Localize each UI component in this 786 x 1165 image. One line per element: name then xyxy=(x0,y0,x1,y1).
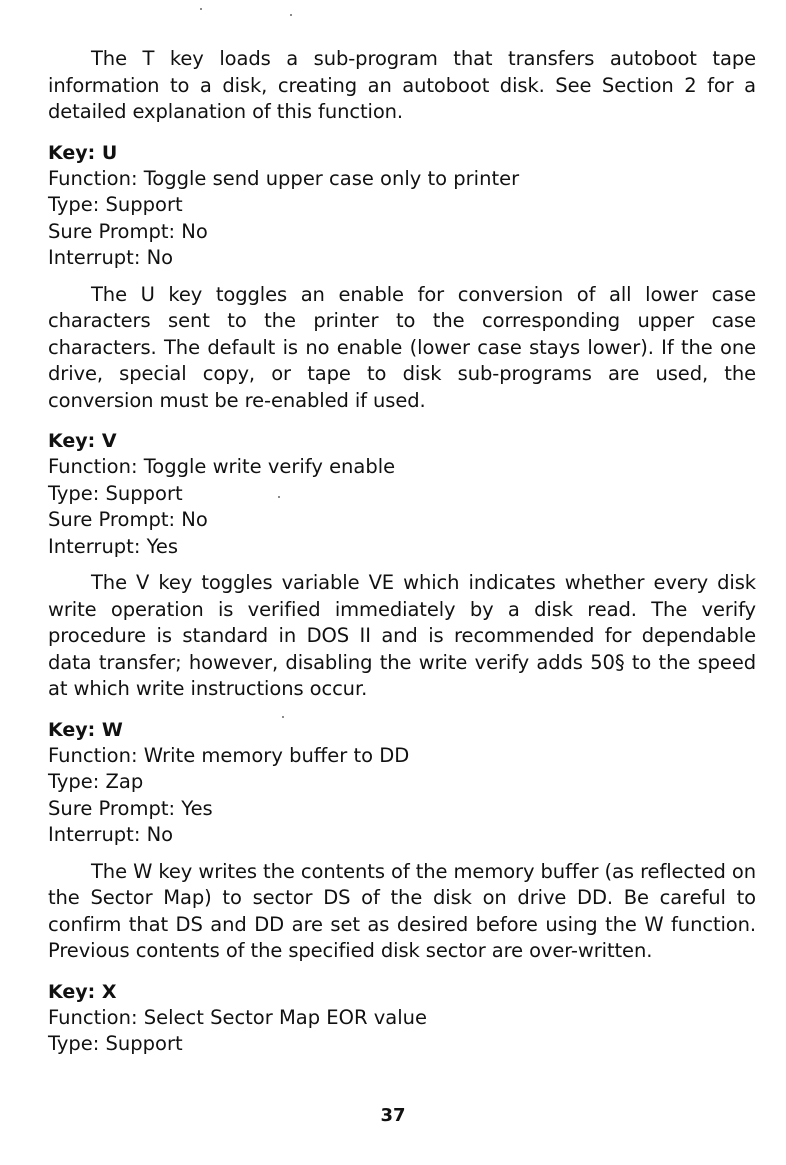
scan-speck xyxy=(278,496,280,498)
key-x-function: Function: Select Sector Map EOR value xyxy=(48,1005,427,1029)
key-heading-x: Key: X xyxy=(48,980,117,1003)
key-x-type: Type: Support xyxy=(48,1032,183,1055)
scan-speck xyxy=(290,14,292,16)
scan-speck xyxy=(200,8,202,10)
key-w-function: Function: Write memory buffer to DD xyxy=(48,743,410,767)
key-u-interrupt: Interrupt: No xyxy=(48,246,174,269)
key-v-type: Type: Support xyxy=(48,481,183,505)
key-entry-u xyxy=(48,140,756,415)
intro-paragraph: The T key loads a sub-program that transfers autoboot tape information to a disk, creating an autoboot disk. See Section 2 for a detailed explanation of this function. xyxy=(48,47,756,123)
key-v-interrupt: Interrupt: Yes xyxy=(48,534,179,558)
key-v-sure-prompt: Sure Prompt: No xyxy=(48,508,208,531)
key-u-type: Type: Support xyxy=(48,193,183,216)
key-w-sure-prompt: Sure Prompt: Yes xyxy=(48,796,213,820)
key-u-sure-prompt: Sure Prompt: No xyxy=(48,219,208,243)
page-body xyxy=(48,46,756,1058)
key-entry-v xyxy=(48,428,756,703)
key-entry-w xyxy=(48,717,756,965)
key-w-description: The W key writes the contents of the memory buffer (as reflected on the Sector Map) to sector DS of the disk on drive DD. Be careful to confirm that DS and DD are set as desired before using the W function. Previous contents of the specified disk sector are over-written. xyxy=(48,859,756,962)
key-heading-u: Key: U xyxy=(48,141,118,164)
key-w-type: Type: Zap xyxy=(48,770,144,793)
scan-speck xyxy=(282,716,284,718)
key-u-function: Function: Toggle send upper case only to printer xyxy=(48,166,520,190)
key-heading-w: Key: W xyxy=(48,718,123,741)
key-v-function: Function: Toggle write verify enable xyxy=(48,455,396,478)
key-heading-v: Key: V xyxy=(48,430,117,452)
key-entry-x xyxy=(48,979,756,1058)
key-u-description: The U key toggles an enable for conversion of all lower case characters sent to the printer to the corresponding upper case characters. The default is no enable (lower case stays lower). If the one drive, special copy, or tape to disk sub-programs are used, the conversion must be re-enabled if used. xyxy=(48,282,756,412)
key-v-description: The V key toggles variable VE which indicates whether every disk write operation is verified immediately by a disk read. The verify procedure is standard in DOS II and is recommended for dependable data transfer; however, disabling the write verify adds 50§ to the speed at which write instructions occur. xyxy=(48,571,756,700)
key-w-interrupt: Interrupt: No xyxy=(48,823,174,846)
page-number: 37 xyxy=(380,1105,406,1126)
